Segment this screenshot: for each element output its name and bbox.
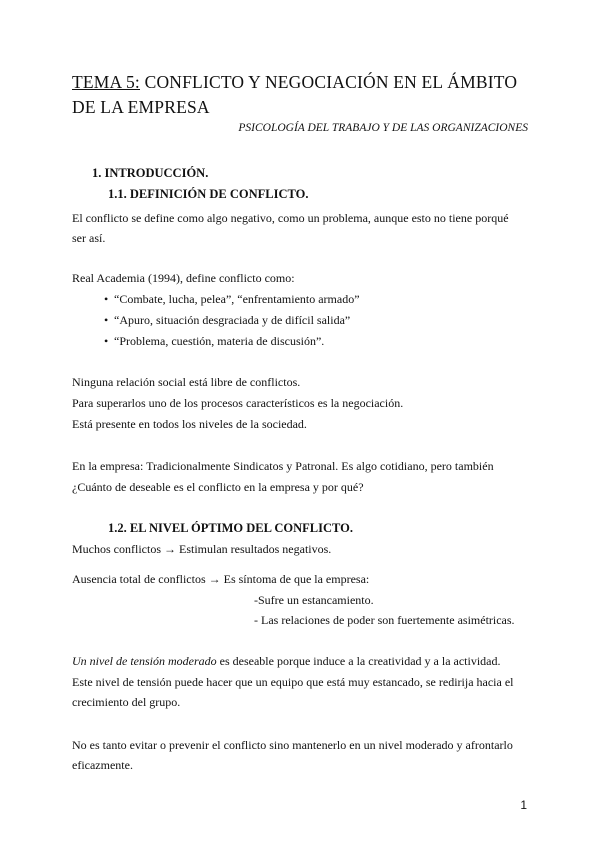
paragraph-line: El conflicto se define como algo negativo, como un problema, aunque esto no tiene porqué — [72, 211, 509, 225]
bullet-icon: • — [104, 292, 109, 306]
paragraph-line: Muchos conflictos → Estimulan resultados negativos. — [72, 542, 332, 556]
bullet-icon: • — [104, 334, 109, 348]
paragraph-line: Ninguna relación social está libre de conflictos. — [72, 375, 301, 389]
paragraph-line: Este nivel de tensión puede hacer que un equipo que está muy estancado, se redirija hacia el — [72, 675, 514, 689]
paragraph-line: Está presente en todos los niveles de la sociedad. — [72, 417, 307, 431]
bullet-icon: • — [104, 313, 109, 327]
list-item-text: “Problema, cuestión, materia de discusión”. — [114, 334, 325, 348]
paragraph-line: ¿Cuánto de deseable es el conflicto en la empresa y por qué? — [72, 480, 364, 494]
section-heading-1-1: 1.1. DEFINICIÓN DE CONFLICTO. — [108, 187, 309, 201]
emphasis-text: Un nivel de tensión moderado — [72, 654, 217, 668]
paragraph-line: Para superarlos uno de los procesos característicos es la negociación. — [72, 396, 404, 410]
paragraph-line: En la empresa: Tradicionalmente Sindicatos y Patronal. Es algo cotidiano, pero también — [72, 459, 494, 473]
list-item — [104, 312, 350, 329]
paragraph-text: es deseable porque induce a la creatividad y a la actividad. — [216, 654, 501, 668]
paragraph-line: Ausencia total de conflictos → Es síntoma de que la empresa: — [72, 572, 370, 586]
paragraph-line: -Sufre un estancamiento. — [254, 593, 374, 607]
paragraph-line — [72, 653, 501, 670]
paragraph-line: - Las relaciones de poder son fuertemente asimétricas. — [254, 613, 515, 627]
list-item-text: “Apuro, situación desgraciada y de difícil salida” — [114, 313, 351, 327]
paragraph-line: eficazmente. — [72, 758, 133, 772]
document-subtitle: PSICOLOGÍA DEL TRABAJO Y DE LAS ORGANIZACIONES — [238, 122, 528, 134]
paragraph-line: No es tanto evitar o prevenir el conflicto sino mantenerlo en un nivel moderado y afrontarlo — [72, 738, 513, 752]
paragraph-line: ser así. — [72, 231, 106, 245]
paragraph-line: Real Academia (1994), define conflicto como: — [72, 271, 295, 285]
title-tema: TEMA 5: — [72, 72, 140, 92]
section-heading-1-2: 1.2. EL NIVEL ÓPTIMO DEL CONFLICTO. — [108, 521, 353, 535]
page-number: 1 — [520, 798, 527, 812]
list-item — [104, 333, 324, 350]
list-item-text: “Combate, lucha, pelea”, “enfrentamiento armado” — [114, 292, 360, 306]
document-title — [72, 70, 542, 120]
list-item — [104, 291, 360, 308]
section-heading-1: 1. INTRODUCCIÓN. — [92, 166, 209, 180]
title-rest: CONFLICTO Y NEGOCIACIÓN EN EL ÁMBITO DE LA EMPRESA — [72, 72, 518, 117]
paragraph-line: crecimiento del grupo. — [72, 695, 181, 709]
